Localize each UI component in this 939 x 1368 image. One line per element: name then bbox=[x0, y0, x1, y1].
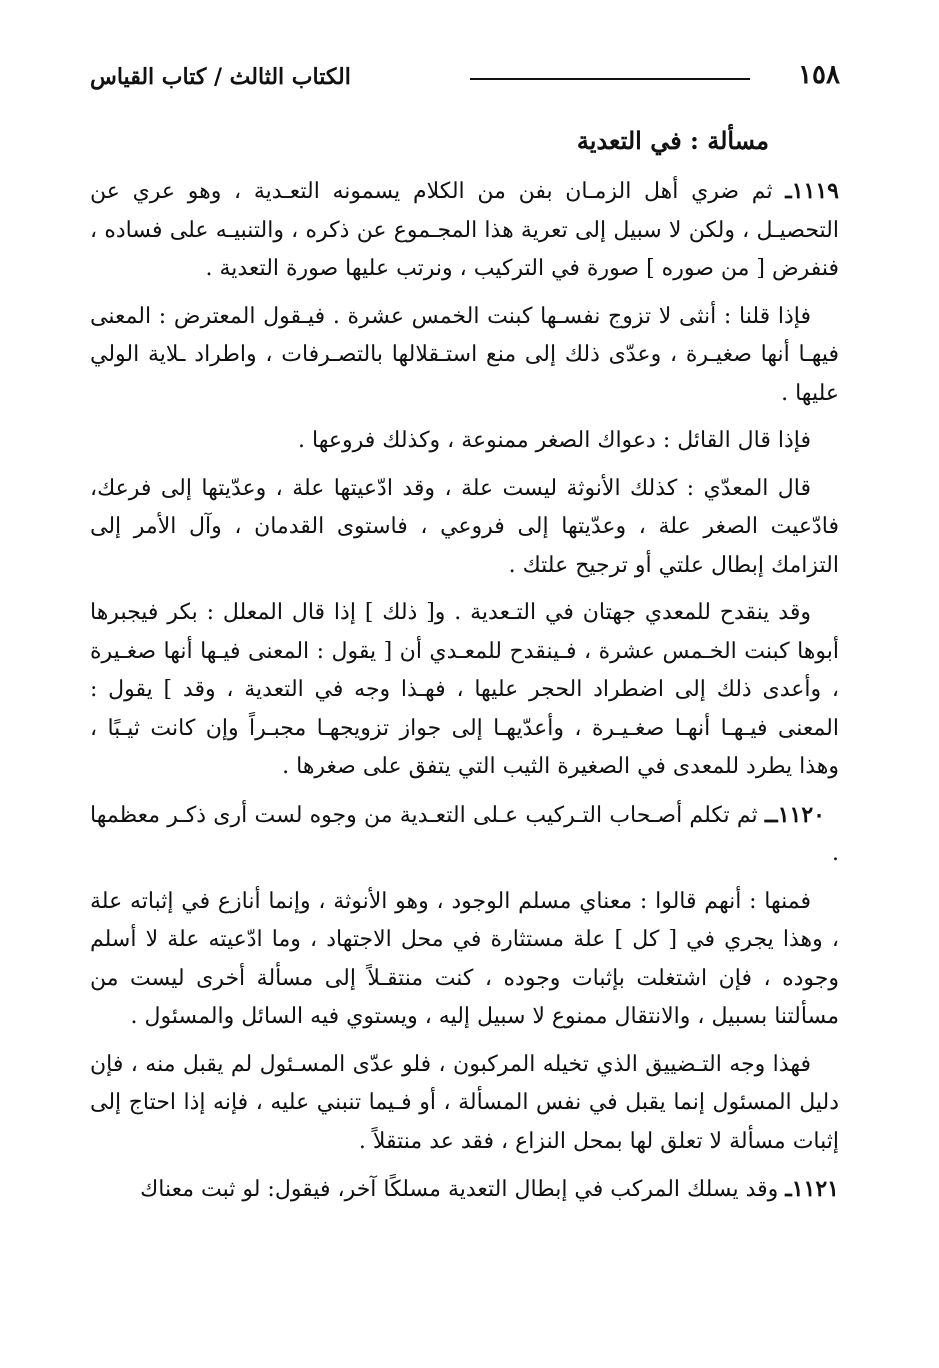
paragraph-text: فهذا وجه التـضييق الذي تخيله المركبون ، فلو عدّى المسـئول لم يقبل منه ، فإن دليل المسئول إنما يقبل في نفس المسألة ، أو فـيما تنبني عليه ، فإنه إذا احتاج إلى إثبات مسألة لا تعلق لها بمحل النزاع ، فقد عد منتقلاً . bbox=[90, 1051, 839, 1154]
header-rule bbox=[470, 78, 750, 80]
body-text bbox=[90, 172, 839, 1219]
paragraph bbox=[90, 1046, 839, 1162]
page-header bbox=[80, 58, 850, 98]
paragraph-text: وقد يسلك المركب في إبطال التعدية مسلكًا آخر، فيقول: لو ثبت معناك bbox=[140, 1177, 779, 1202]
paragraph-text: فإذا قال القائل : دعواك الصغر ممنوعة ، وكذلك فروعها . bbox=[298, 428, 811, 453]
paragraph-text: ثم تكلم أصـحاب التـركيب عـلى التعـدية من وجوه لست أرى ذكـر معظمها . bbox=[90, 802, 839, 866]
paragraph-text: وقد ينقدح للمعدي جهتان في التـعدية . و[ ذلك ] إذا قال المعلل : بكر فيجبرها أبوها كبنت الخـمس عشرة ، فـينقدح للمعـدي أن [ يقول : المعنى فيـها أنها صغـيرة ، وأعدى ذلك إلى اضطراد الحجر عليها ، فهـذا وجه في التعدية ، وقد ] يقول : المعنى فيـهـا أنهـا صغـيـرة ، وأعدّيهـا إلى جواز تزويجهـا مجبـراً وإن كانت ثيـبًا ، وهذا يطرد للمعدى في الصغيرة الثيب التي يتفق على صغرها . bbox=[90, 600, 839, 779]
paragraph bbox=[90, 172, 839, 289]
section-title: مسألة : في التعدية bbox=[576, 126, 769, 155]
paragraph bbox=[90, 422, 839, 461]
paragraph-text: فمنها : أنهم قالوا : معناي مسلم الوجود ، وهو الأنوثة ، وإنما أنازع في إثباته علة ، وهذا يجري في [ كل ] علة مستثارة في محل الاجتهاد ، وما ادّعيته علة لا أسلم وجوده ، فإن اشتغلت بإثبات وجوده ، كنت منتقـلاً إلى مسألة أخرى ليست من مسألتنا بسبيل ، والانتقال ممنوع لا سبيل إليه ، ويستوي فيه السائل والمسئول . bbox=[90, 888, 839, 1029]
paragraph-number: ١١٢١ـ bbox=[785, 1176, 839, 1202]
paragraph-number: ١١٢٠ــ bbox=[764, 801, 825, 828]
page-number: ١٥٨ bbox=[798, 60, 840, 90]
paragraph bbox=[90, 470, 839, 586]
paragraph bbox=[90, 796, 839, 874]
running-title: الكتاب الثالث / كتاب القياس bbox=[90, 64, 351, 90]
paragraph bbox=[90, 883, 839, 1037]
paragraph bbox=[90, 1170, 839, 1210]
paragraph-text: قال المعدّي : كذلك الأنوثة ليست علة ، وقد ادّعيتها علة ، وعدّيتها إلى فرعك، فادّعيت الصغر علة ، وعدّيتها إلى فروعي ، فاستوى القدمان ، وآل الأمر إلى التزامك إبطال علتي أو ترجيح علتك . bbox=[90, 475, 839, 578]
paragraph-text: ثم ضري أهل الزمـان بفن من الكلام يسمونه التعـدية ، وهو عري عن التحصيـل ، ولكن لا سبيل إلى تعرية هذا المجـموع عن ذكره ، والتنبيـه على فساده ، فنفرض [ من صوره ] صورة في التركيب ، ونرتب عليها صورة التعدية . bbox=[90, 179, 839, 281]
paragraph-number: ١١١٩ـ bbox=[785, 178, 839, 204]
paragraph-text: فإذا قلنا : أنثى لا تزوج نفسـها كبنت الخمس عشرة . فيـقول المعترض : المعنى فيهـا أنها صغيـرة ، وعدّى ذلك إلى منع استـقلالها بالتصـرفات ، واطراد ـلاية الولي عليها . bbox=[90, 303, 839, 406]
paragraph bbox=[90, 594, 839, 787]
paragraph bbox=[90, 298, 839, 414]
